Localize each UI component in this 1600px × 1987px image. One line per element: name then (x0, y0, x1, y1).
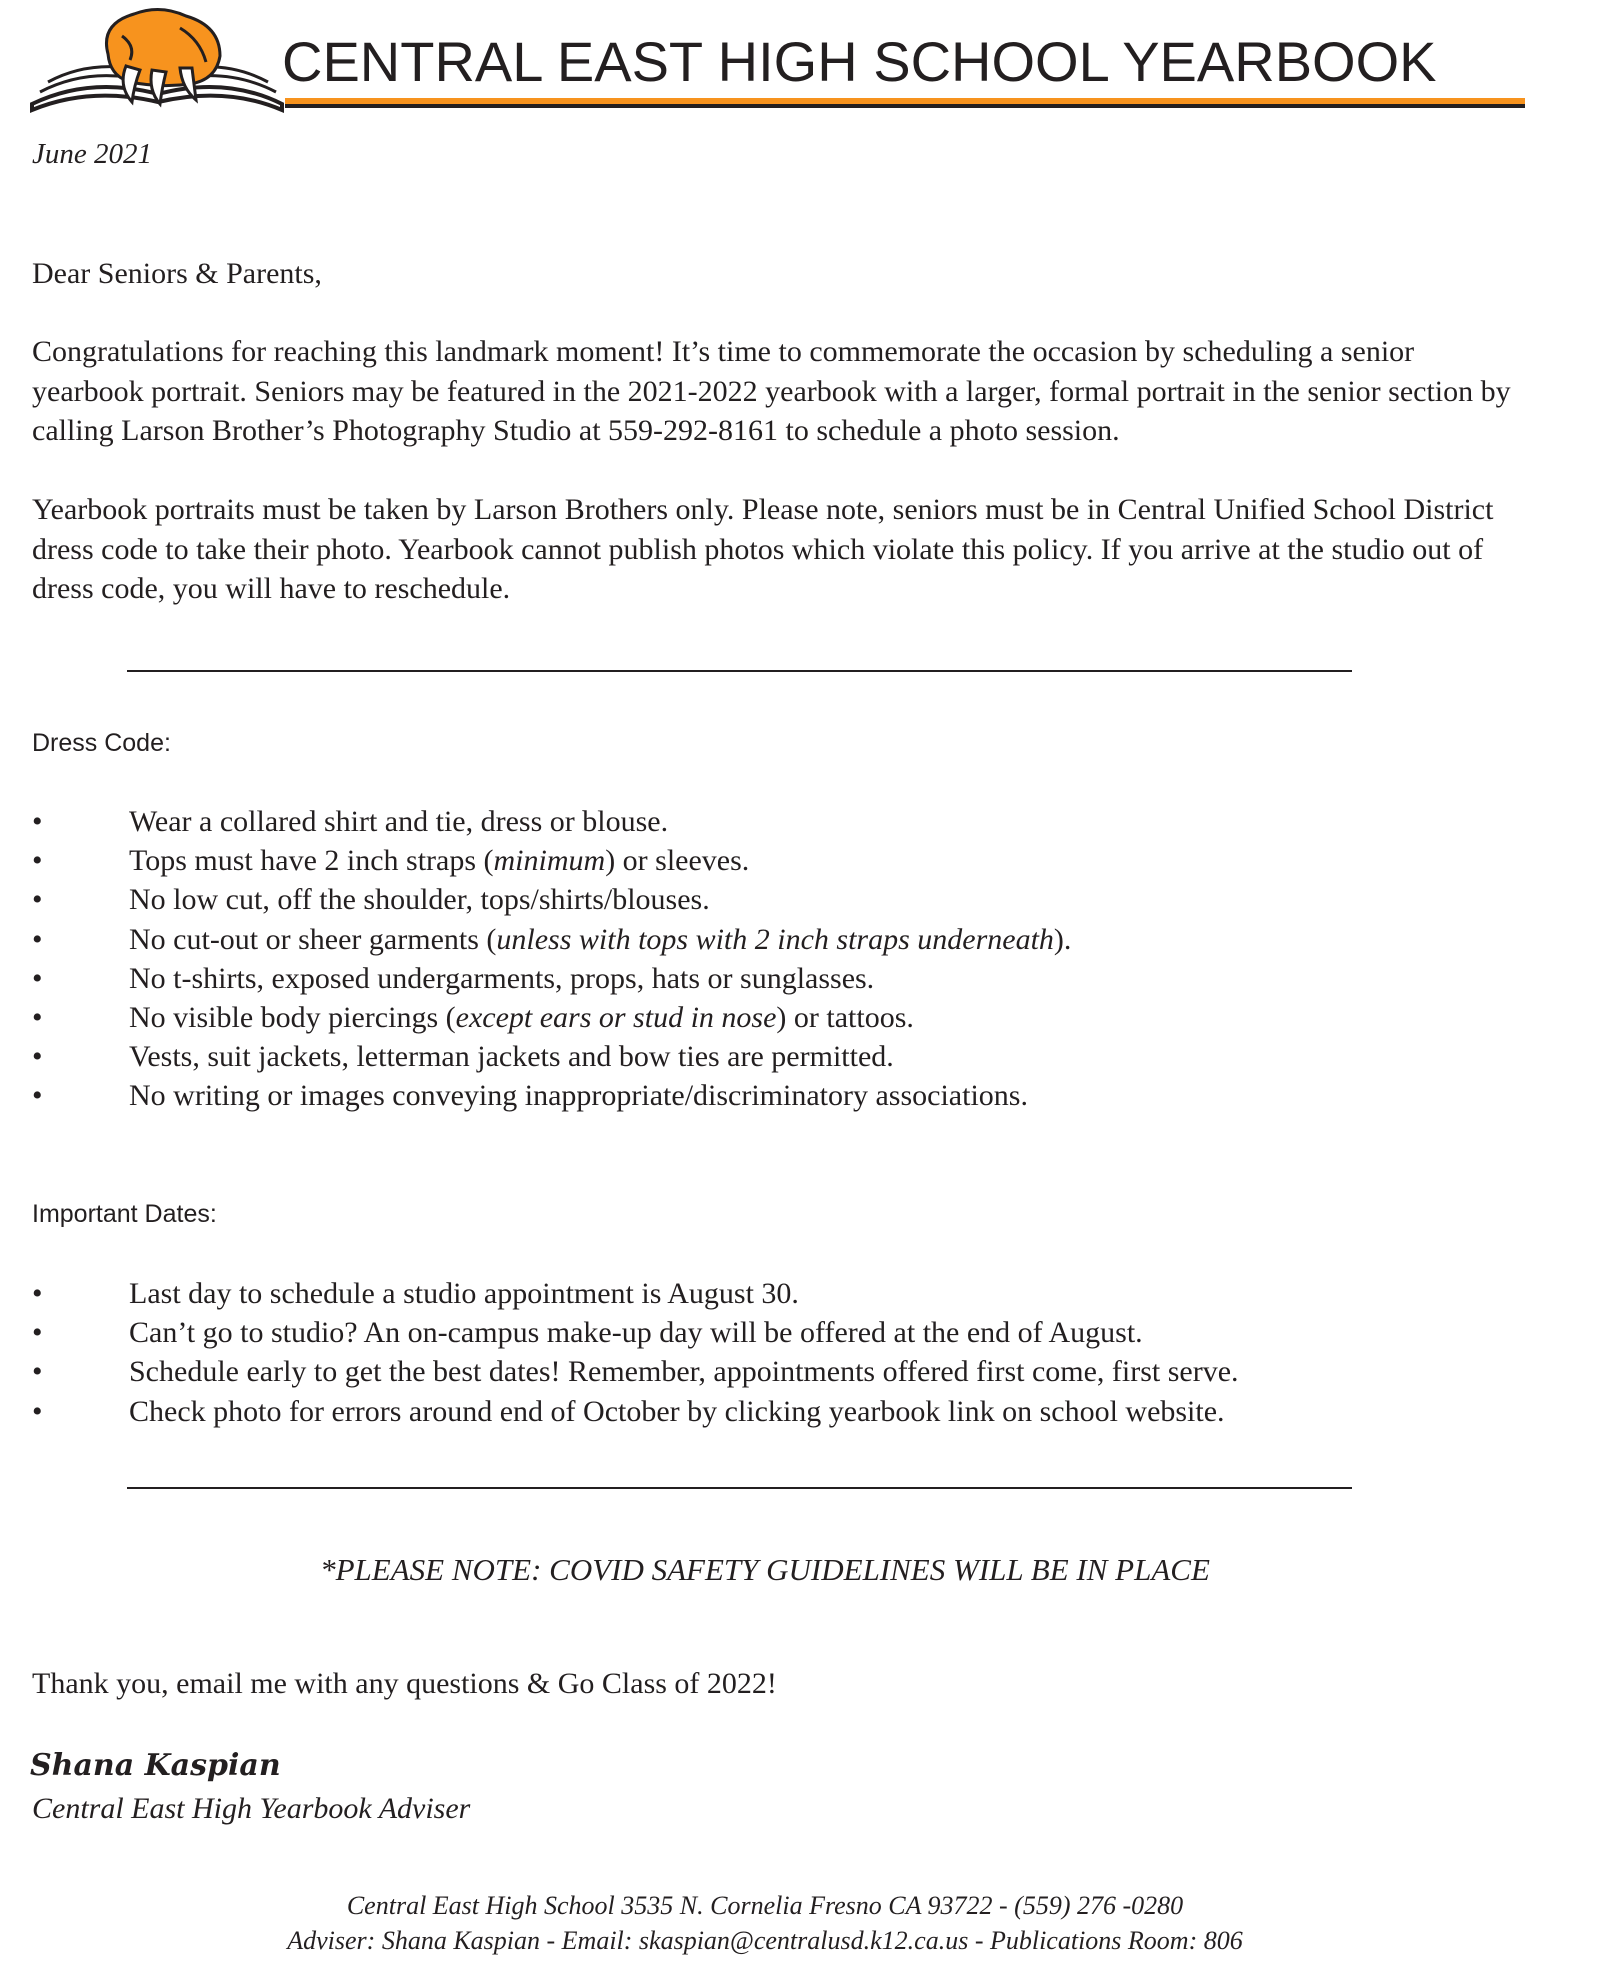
bullet: • (32, 844, 43, 878)
bullet: • (32, 922, 43, 956)
bullet: • (32, 1277, 43, 1310)
divider (127, 670, 1352, 672)
paragraph-intro: Congratulations for reaching this landmark moment! It’s time to commemorate the occasion by scheduling a senior yearbook portrait. Seniors may be featured in the 2021-2022 yearbook with a larger, formal portrait in the senior section by calling Larson Brother’s Photography Studio at 559-292-8161 to schedule a photo session. (32, 335, 1511, 447)
bullet: • (32, 1040, 43, 1074)
list-item: • Check photo for errors around end of October by clicking yearbook link on school website. (32, 1392, 1532, 1431)
letter-date: June 2021 (32, 138, 152, 170)
list-item: • Wear a collared shirt and tie, dress or blouse. (32, 802, 1532, 841)
divider (127, 1487, 1352, 1489)
dress-code-list (32, 802, 1532, 1116)
bullet: • (32, 1355, 43, 1389)
page-title: CENTRAL EAST HIGH SCHOOL YEARBOOK (282, 30, 1437, 93)
list-item: • Last day to schedule a studio appointment is August 30. (32, 1274, 1532, 1313)
important-dates-list (32, 1274, 1532, 1431)
bullet: • (32, 1001, 43, 1035)
header-rule-black (285, 104, 1525, 108)
footer-contact: Adviser: Shana Kaspian - Email: skaspian@centralusd.k12.ca.us - Publications Room: 806 (287, 1926, 1243, 1955)
dress-code-heading: Dress Code: (32, 729, 171, 757)
important-dates-heading: Important Dates: (32, 1200, 217, 1228)
paragraph-policy: Yearbook portraits must be taken by Larson Brothers only. Please note, seniors must be in Central Unified School District dress code to take their photo. Yearbook cannot publish photos which violate this policy. If you arrive at the studio out of dress code, you will have to reschedule. (32, 493, 1494, 605)
bullet: • (32, 805, 43, 838)
list-item: • Can’t go to studio? An on-campus make-up day will be offered at the end of August. (32, 1313, 1532, 1352)
footer-address: Central East High School 3535 N. Cornelia Fresno CA 93722 - (559) 276 -0280 (346, 1891, 1184, 1920)
closing-line: Thank you, email me with any questions & Go Class of 2022! (32, 1667, 777, 1700)
bullet: • (32, 961, 43, 995)
bullet: • (32, 1079, 43, 1113)
bullet: • (32, 883, 43, 917)
tiger-paw-on-open-book-icon (30, 6, 290, 116)
covid-note: *PLEASE NOTE: COVID SAFETY GUIDELINES WILL BE IN PLACE (320, 1552, 1210, 1587)
salutation: Dear Seniors & Parents, (32, 257, 322, 290)
bullet: • (32, 1394, 43, 1428)
list-item: • Schedule early to get the best dates! Remember, appointments offered first come, first serve. (32, 1352, 1532, 1391)
bullet: • (32, 1316, 43, 1350)
list-item: • No cut-out or sheer garments (unless with tops with 2 inch straps underneath). (32, 920, 1532, 959)
list-item: • No visible body piercings (except ears or stud in nose) or tattoos. (32, 998, 1532, 1037)
list-item: • No t-shirts, exposed undergarments, props, hats or sunglasses. (32, 959, 1532, 998)
list-item: • No low cut, off the shoulder, tops/shirts/blouses. (32, 880, 1532, 919)
signer-role: Central East High Yearbook Adviser (32, 1792, 471, 1825)
list-item: • Vests, suit jackets, letterman jackets and bow ties are permitted. (32, 1037, 1532, 1076)
signature: Shana Kaspian (30, 1748, 281, 1783)
letterhead (30, 6, 1525, 111)
list-item: • No writing or images conveying inappropriate/discriminatory associations. (32, 1076, 1532, 1115)
list-item: • Tops must have 2 inch straps (minimum) or sleeves. (32, 841, 1532, 880)
